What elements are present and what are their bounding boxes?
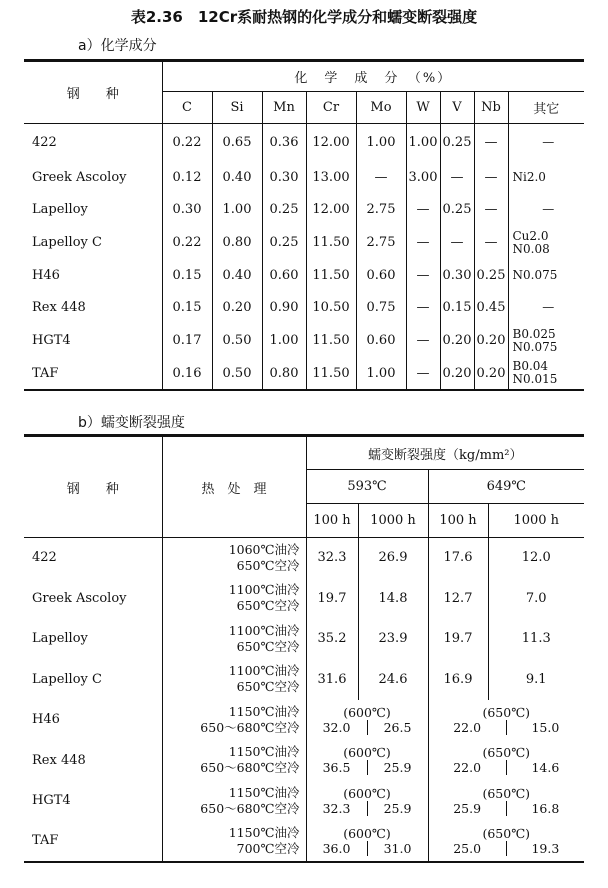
composition-value: 0.60 (356, 324, 406, 358)
strength-value: 26.5 (383, 719, 412, 735)
steel-name: H46 (32, 268, 60, 283)
steel-name: Lapelloy (32, 202, 88, 217)
table-row (24, 260, 584, 292)
col-header: Cr (306, 92, 356, 124)
strength-value: 12.7 (428, 578, 488, 619)
strength-value: 16.8 (531, 800, 560, 816)
strength-pair (428, 821, 584, 862)
composition-value: 11.50 (306, 358, 356, 390)
strength-value: 17.6 (428, 538, 488, 578)
strength-pair (306, 781, 428, 821)
composition-value: 0.60 (356, 260, 406, 292)
composition-value: — (406, 292, 440, 324)
composition-value: 0.25 (262, 194, 306, 226)
steel-name: HGT4 (32, 333, 71, 348)
composition-value: — (406, 358, 440, 390)
other-element: N0.075 (512, 268, 558, 282)
chemical-composition-table (24, 59, 584, 391)
composition-value: — (406, 260, 440, 292)
composition-value: — (356, 161, 406, 194)
composition-value: 0.25 (474, 260, 508, 292)
treatment-step: 1150℃油冷 (228, 703, 300, 719)
strength-pair (428, 781, 584, 821)
composition-value: 0.30 (262, 161, 306, 194)
strength-pair (428, 700, 584, 740)
composition-value: 3.00 (406, 161, 440, 194)
composition-value: — (406, 226, 440, 260)
treatment-step: 1100℃油冷 (228, 582, 300, 597)
treatment-step: 1100℃油冷 (228, 622, 300, 638)
composition-value: — (474, 194, 508, 226)
table-row (24, 358, 584, 390)
strength-value: 19.7 (428, 619, 488, 659)
heat-treatment (162, 781, 306, 821)
composition-value: 0.15 (162, 292, 212, 324)
other-elements (508, 324, 584, 358)
heat-treatment (162, 538, 306, 578)
composition-value: 0.25 (262, 226, 306, 260)
test-temperature-note: (600℃) (343, 785, 391, 801)
strength-values (307, 801, 428, 816)
strength-value: 16.9 (428, 659, 488, 700)
part-a-label: a）化学成分 (78, 38, 157, 54)
treatment-step: 1060℃油冷 (228, 541, 300, 557)
composition-value: 0.50 (212, 358, 262, 390)
composition-value: 12.00 (306, 124, 356, 161)
composition-value: 13.00 (306, 161, 356, 194)
other-element: N0.015 (512, 372, 558, 386)
steel-header: 钢 种 (24, 436, 162, 538)
col-header: Mo (356, 92, 406, 124)
composition-value: 0.20 (212, 292, 262, 324)
heat-treatment (162, 659, 306, 700)
col-header: Nb (474, 92, 508, 124)
composition-value: 1.00 (262, 324, 306, 358)
strength-group-header: 蠕变断裂强度（kg/mm²） (306, 436, 584, 470)
other-element: B0.04 (512, 359, 549, 373)
steel-header: 钢 种 (24, 61, 162, 124)
strength-value: 25.9 (383, 760, 412, 775)
table-row (24, 781, 584, 821)
strength-values (429, 720, 585, 735)
steel-name: Lapelloy (32, 631, 88, 646)
strength-value: 14.8 (358, 578, 428, 619)
treatment-step: 650～680℃空冷 (200, 760, 300, 775)
other-element: N0.08 (512, 241, 550, 256)
steel-name: H46 (32, 712, 60, 727)
strength-value: 32.3 (307, 801, 368, 816)
heat-treatment (162, 700, 306, 740)
test-temperature-note: (650℃) (482, 825, 531, 841)
treatment-step: 1150℃油冷 (228, 744, 300, 759)
composition-value: 0.60 (262, 260, 306, 292)
strength-value: 36.5 (307, 760, 368, 775)
other-element: Ni2.0 (512, 169, 546, 184)
heat-treatment (162, 821, 306, 862)
composition-value: 0.30 (162, 194, 212, 226)
strength-value: 32.0 (307, 720, 368, 735)
strength-value: 9.1 (488, 659, 584, 700)
creep-rupture-table (24, 434, 584, 863)
col-header: Si (212, 92, 262, 124)
hours-header: 100 h (428, 504, 488, 538)
other-elements (508, 260, 584, 292)
steel-name: Lapelloy C (32, 235, 102, 250)
composition-value: 0.25 (440, 124, 474, 161)
strength-values (307, 760, 428, 775)
composition-value: — (474, 161, 508, 194)
heat-treatment (162, 740, 306, 781)
other-elements (508, 226, 584, 260)
composition-value: 11.50 (306, 324, 356, 358)
composition-value: 1.00 (406, 124, 440, 161)
composition-value: 0.12 (162, 161, 212, 194)
strength-value: 7.0 (488, 578, 584, 619)
strength-value: 24.6 (358, 659, 428, 700)
steel-name: TAF (32, 365, 59, 381)
strength-value: 25.9 (429, 801, 507, 816)
steel-name: TAF (32, 833, 59, 848)
heat-treatment (162, 619, 306, 659)
strength-pair (428, 740, 584, 781)
table-row (24, 659, 584, 700)
strength-value: 32.3 (306, 538, 358, 578)
table-row (24, 619, 584, 659)
col-header: V (440, 92, 474, 124)
test-temperature-note: (600℃) (343, 704, 391, 720)
composition-value: 0.75 (356, 292, 406, 324)
composition-value: 0.30 (440, 260, 474, 292)
other-element: N0.075 (512, 339, 558, 354)
composition-value: 11.50 (306, 260, 356, 292)
part-b-label: b）蠕变断裂强度 (78, 415, 185, 431)
strength-values (429, 760, 585, 775)
treatment-step: 700℃空冷 (236, 840, 300, 856)
table-row (24, 226, 584, 260)
composition-value: 0.17 (162, 324, 212, 358)
test-temperature-note: (650℃) (482, 704, 531, 720)
strength-value: 25.9 (383, 800, 412, 816)
other-elements (508, 292, 584, 324)
other-elements (508, 161, 584, 194)
strength-value: 14.6 (531, 760, 560, 775)
col-header: Mn (262, 92, 306, 124)
table-row (24, 700, 584, 740)
table-row (24, 324, 584, 358)
strength-pair (306, 740, 428, 781)
hours-header: 1000 h (358, 504, 428, 538)
strength-value: 31.6 (306, 659, 358, 700)
table-row (24, 124, 584, 161)
composition-value: 0.22 (162, 226, 212, 260)
steel-name: HGT4 (32, 793, 71, 808)
composition-value: 0.20 (440, 358, 474, 390)
steel-name: Greek Ascoloy (32, 590, 127, 606)
strength-value: 22.0 (429, 760, 507, 775)
composition-value: 0.16 (162, 358, 212, 390)
steel-name: 422 (32, 134, 57, 150)
composition-value: — (474, 124, 508, 161)
composition-value: 0.40 (212, 161, 262, 194)
treatment-step: 1150℃油冷 (228, 824, 300, 840)
test-temperature-note: (600℃) (343, 745, 391, 760)
strength-value: 19.3 (531, 840, 560, 856)
other-element: Cu2.0 (512, 228, 549, 243)
strength-value: 12.0 (488, 538, 584, 578)
other-elements (508, 358, 584, 390)
steel-name: Lapelloy C (32, 671, 102, 687)
composition-value: 1.00 (212, 194, 262, 226)
composition-value: 2.75 (356, 194, 406, 226)
table-row (24, 194, 584, 226)
composition-value: 0.90 (262, 292, 306, 324)
composition-value: 0.20 (440, 324, 474, 358)
composition-value: 0.36 (262, 124, 306, 161)
treatment-step: 650℃空冷 (236, 557, 300, 573)
other-element: — (542, 202, 555, 216)
test-temperature-note: (600℃) (343, 825, 391, 841)
composition-value: 0.80 (212, 226, 262, 260)
composition-value: — (406, 194, 440, 226)
composition-group-header: 化 学 成 分 （%） (162, 61, 584, 92)
strength-value: 11.3 (488, 619, 584, 659)
composition-value: — (474, 226, 508, 260)
table-row (24, 161, 584, 194)
col-header: 其它 (508, 92, 584, 124)
composition-value: 1.00 (356, 358, 406, 390)
composition-value: 0.20 (474, 324, 508, 358)
table-row (24, 292, 584, 324)
test-temperature-note: (650℃) (482, 745, 531, 760)
strength-value: 19.7 (306, 578, 358, 619)
steel-name: 422 (32, 550, 57, 566)
other-element: B0.025 (512, 326, 556, 341)
composition-value: 2.75 (356, 226, 406, 260)
composition-value: 0.15 (440, 292, 474, 324)
composition-value: 0.45 (474, 292, 508, 324)
strength-values (429, 841, 585, 856)
treatment-header: 热 处 理 (162, 436, 306, 538)
strength-values (429, 801, 585, 816)
composition-value: 11.50 (306, 226, 356, 260)
strength-value: 36.0 (307, 841, 368, 856)
strength-value: 26.9 (358, 538, 428, 578)
treatment-step: 1100℃油冷 (228, 663, 300, 678)
temp-header-593: 593℃ (306, 470, 428, 504)
heat-treatment (162, 578, 306, 619)
composition-value: — (406, 324, 440, 358)
table-row (24, 821, 584, 862)
composition-value: 1.00 (356, 124, 406, 161)
strength-value: 22.0 (429, 720, 507, 735)
strength-values (307, 720, 428, 735)
steel-name: Greek Ascoloy (32, 169, 127, 185)
composition-value: 0.22 (162, 124, 212, 161)
treatment-step: 650℃空冷 (236, 598, 300, 613)
strength-value: 31.0 (383, 840, 412, 856)
treatment-step: 650℃空冷 (236, 679, 300, 694)
other-elements (508, 194, 584, 226)
table-row (24, 538, 584, 578)
col-header: C (162, 92, 212, 124)
composition-value: — (440, 161, 474, 194)
hours-header: 1000 h (488, 504, 584, 538)
strength-pair (306, 700, 428, 740)
strength-value: 35.2 (306, 619, 358, 659)
strength-pair (306, 821, 428, 862)
composition-value: 0.80 (262, 358, 306, 390)
composition-value: — (440, 226, 474, 260)
treatment-step: 1150℃油冷 (228, 784, 300, 800)
strength-value: 25.0 (429, 841, 507, 856)
hours-header: 100 h (306, 504, 358, 538)
composition-value: 0.50 (212, 324, 262, 358)
treatment-step: 650～680℃空冷 (200, 719, 300, 735)
test-temperature-note: (650℃) (482, 785, 531, 801)
composition-value: 0.15 (162, 260, 212, 292)
steel-name: Rex 448 (32, 752, 86, 768)
col-header: W (406, 92, 440, 124)
steel-name: Rex 448 (32, 300, 86, 315)
composition-value: 0.40 (212, 260, 262, 292)
other-element: — (542, 300, 555, 314)
strength-values (307, 841, 428, 856)
composition-value: 0.65 (212, 124, 262, 161)
strength-value: 15.0 (531, 719, 560, 735)
table-title: 表2.36 12Cr系耐热钢的化学成分和蠕变断裂强度 (130, 8, 478, 26)
other-element: — (542, 134, 555, 149)
other-elements (508, 124, 584, 161)
composition-value: 0.25 (440, 194, 474, 226)
treatment-step: 650℃空冷 (236, 638, 300, 654)
table-row (24, 740, 584, 781)
temp-header-649: 649℃ (428, 470, 584, 504)
treatment-step: 650～680℃空冷 (200, 800, 300, 816)
strength-value: 23.9 (358, 619, 428, 659)
composition-value: 10.50 (306, 292, 356, 324)
composition-value: 12.00 (306, 194, 356, 226)
table-row (24, 578, 584, 619)
composition-value: 0.20 (474, 358, 508, 390)
